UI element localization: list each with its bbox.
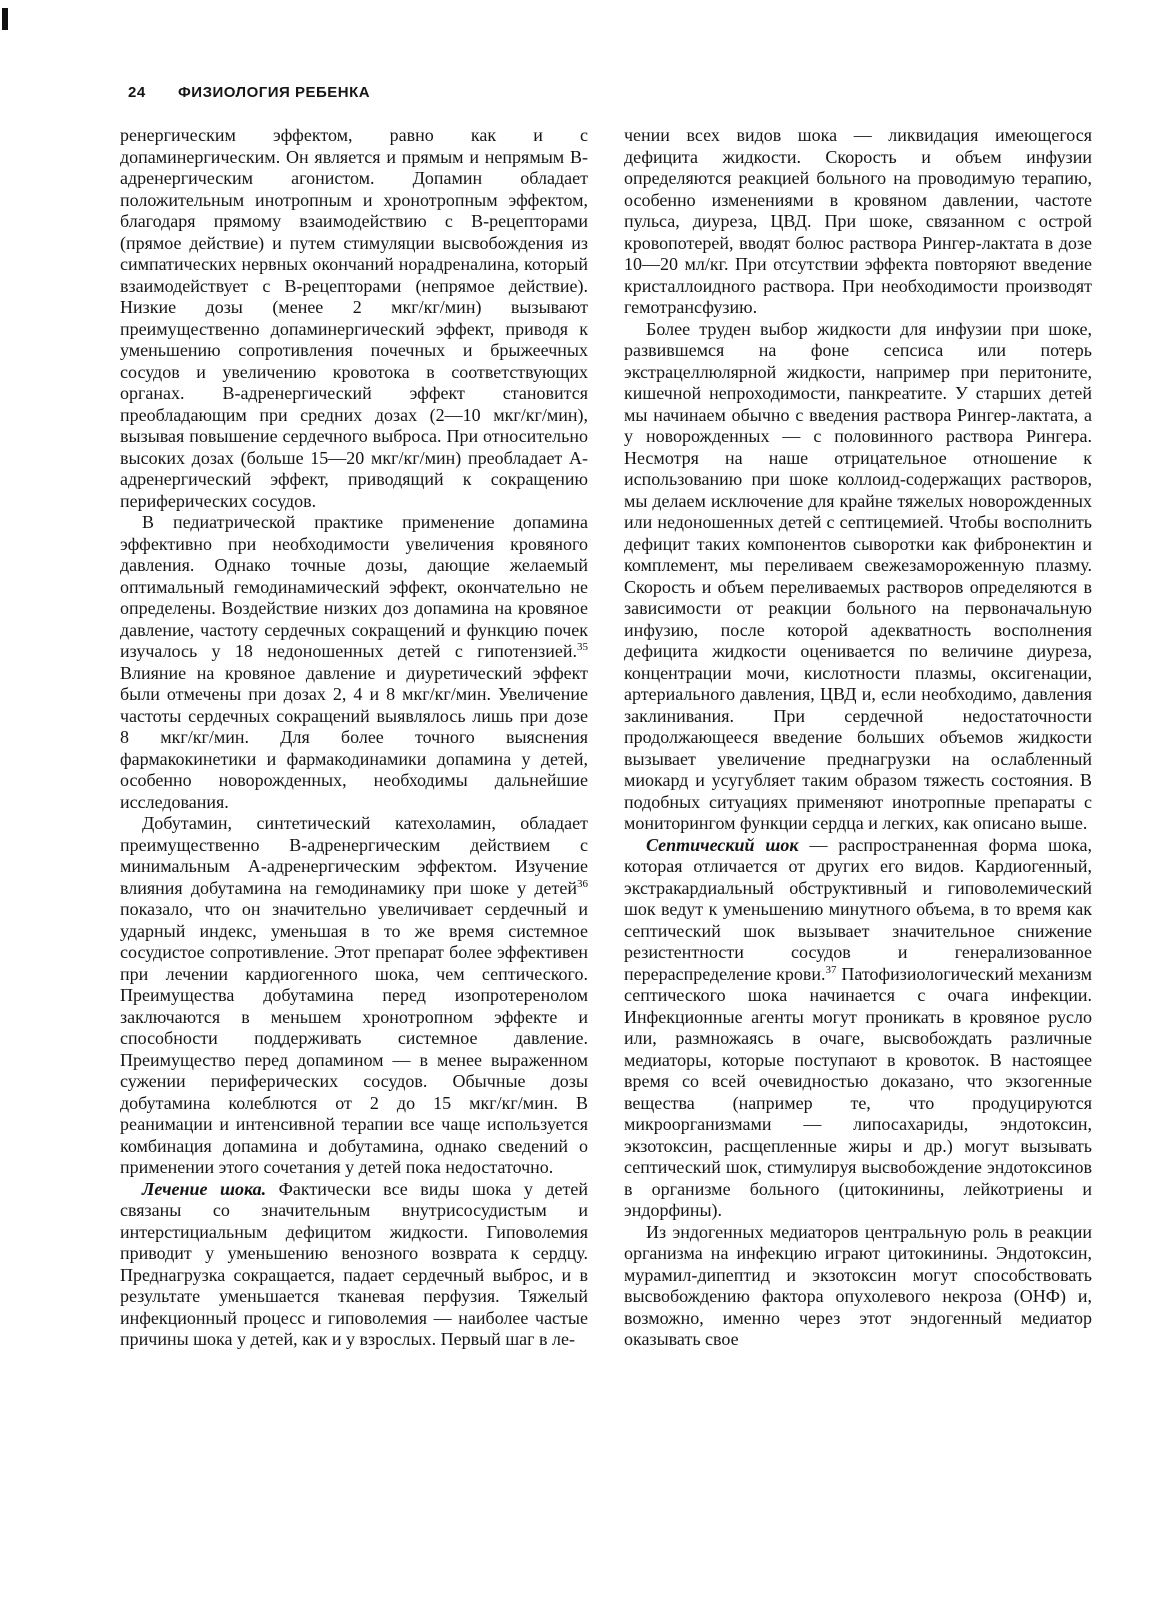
paragraph-fluid-choice: Более труден выбор жидкости для инфузии при шоке, развившемся на фоне сепсиса или потерь экстрацеллюлярной жидкости, например при перитоните, кишечной непроходимости, панкреатите. У старших детей мы начинаем обычно с введения раствора Рингер-лактата, а у новорожденных — с половинного раствора Рингера. Несмотря на наше отрицательное отношение к использованию при шоке коллоид-содержащих растворов, мы делаем исключение для крайне тяжелых новорожденных или недоношенных детей с септицемией. Чтобы восполнить дефицит таких компонентов сыворотки как фибронектин и комплемент, мы переливаем свежезамороженную плазму. Скорость и объем переливаемых растворов определяются в зависимости от реакции больного на первоначальную инфузию, после которой адекватность восполнения дефицита жидкости оценивается по величине диуреза, концентрации мочи, кислотности плазмы, оксигенации, артериального давления, ЦВД и, если необходимо, давления заклинивания. При сердечной недостаточности продолжающееся введение больших объемов жидкости вызывает увеличение преднагрузки на ослабленный миокард и усугубляет таким образом тяжесть состояния. В подобных ситуациях применяют инотропные препараты с мониторингом функции сердца и легких, как описано выше.	[624, 318, 1092, 833]
right-column	[624, 125, 1092, 1351]
scan-edge-mark	[2, 8, 8, 30]
left-column	[120, 125, 588, 1351]
paragraph-dopamine-effects: ренергическим эффектом, равно как и с допаминергическим. Он является и прямым и непрямым В-адренергическим агонистом. Допамин обладает положительным инотропным и хронотропным эффектом, благодаря прямому взаимодействию с В-рецепторами (прямое действие) и путем стимуляции высвобождения из симпатических нервных окончаний норадреналина, который взаимодействует с В-рецепторами (непрямое действие). Низкие дозы (менее 2 мкг/кг/мин) вызывают преимущественно допаминергический эффект, приводя к уменьшению сопротивления почечных и брыжеечных сосудов и увеличению кровотока в соответствующих органах. В-адренергический эффект становится преобладающим при средних дозах (2—10 мкг/кг/мин), вызывая повышение сердечного выброса. При относительно высоких дозах (больше 15—20 мкг/кг/мин) преобладает А-адренергический эффект, приводящий к сокращению периферических сосудов.	[120, 125, 588, 511]
paragraph-text: Фактически все виды шока у детей связаны со значительным внутрисосудистым и интерстициальным дефицитом жидкости. Гиповолемия приводит у уменьшению венозного возврата к сердцу. Преднагрузка сокращается, падает сердечный выброс, и в результате уменьшается тканевая перфузия. Тяжелый инфекционный процесс и гиповолемия — наиболее частые причины шока у детей, как и у взрослых. Первый шаг в ле-	[120, 1178, 588, 1349]
paragraph-text: В педиатрической практике применение допамина эффективно при необходимости увеличения кровяного давления. Однако точные дозы, дающие желаемый оптимальный гемодинамический эффект, окончательно не определены. Воздействие низких доз допамина на кровяное давление, частоту сердечных сокращений и функцию почек изучалось у 18 недоношенных детей с гипотензией.	[120, 512, 588, 661]
paragraph-endogenous-mediators: Из эндогенных медиаторов центральную роль в реакции организма на инфекцию играют цитокинины. Эндотоксин, мурамил-дипептид и экзотоксин могут способствовать высвобождению фактора опухолевого некроза (ОНФ) и, возможно, именно через этот эндогенный медиатор оказывать свое	[624, 1221, 1092, 1349]
paragraph-fluid-deficit: чении всех видов шока — ликвидация имеющегося дефицита жидкости. Скорость и объем инфузии определяются реакцией больного на проводимую терапию, особенно изменениями в кровяном давлении, частоте пульса, диуреза, ЦВД. При шоке, связанном с острой кровопотерей, вводят болюс раствора Рингер-лактата в дозе 10—20 мл/кг. При отсутствии эффекта повторяют введение кристаллоидного раствора. При необходимости производят гемотрансфузию.	[624, 125, 1092, 317]
paragraph-text: Влияние на кровяное давление и диуретический эффект были отмечены при дозах 2, 4 и 8 мкг/кг/мин. Увеличение частоты сердечных сокращений выявлялось лишь при дозе 8 мкг/кг/мин. Для более точного выяснения фармакокинетики и фармакодинамики допамина у детей, особенно новорожденных, необходимы дальнейшие исследования.	[120, 662, 588, 812]
running-title: ФИЗИОЛОГИЯ РЕБЕНКА	[178, 84, 371, 101]
running-head	[128, 84, 370, 101]
page-number: 24	[128, 84, 146, 101]
paragraph-dopamine-pediatrics	[120, 512, 588, 813]
paragraph-text: Добутамин, синтетический катехоламин, обладает преимущественно В-адренергическим действием с минимальным А-адренергическим эффектом. Изучение влияния добутамина на гемодинамику при шоке у детей	[120, 813, 588, 898]
paragraph-text: — распространенная форма шока, которая отличается от других его видов. Кардиогенный, экстракардиальный обструктивный и гиповолемический шок ведут к уменьшению минутного объема, в то время как септический шок вызывает значительное снижение резистентности сосудов и генерализованное перераспределение крови.	[624, 834, 1093, 984]
section-heading-septic-shock: Септический шок	[646, 834, 799, 855]
paragraph-septic-shock	[624, 835, 1092, 1222]
paragraph-shock-treatment	[120, 1179, 588, 1351]
reference-marker: 35	[577, 641, 588, 653]
reference-marker: 37	[825, 963, 837, 976]
reference-marker: 36	[577, 877, 588, 890]
section-heading-shock-treatment: Лечение шока.	[142, 1178, 267, 1199]
paragraph-text: показало, что он значительно увеличивает сердечный и ударный индекс, уменьшая в то же время системное сосудистое сопротивление. Этот препарат более эффективен при лечении кардиогенного шока, чем септического. Преимущества добутамина перед изопротеренолом заключаются в меньшем хронотропном эффекте и способности поддерживать системное давление. Преимущество перед допамином — в менее выраженном сужении периферических сосудов. Обычные дозы добутамина колеблются от 2 до 15 мкг/кг/мин. В реанимации и интенсивной терапии все чаще используется комбинация допамина и добутамина, однако сведений о применении этого сочетания у детей пока недостаточно.	[120, 899, 588, 1177]
paragraph-dobutamine	[120, 813, 588, 1179]
paragraph-text: Патофизиологический механизм септического шока начинается с очага инфекции. Инфекционные агенты могут проникать в кровяное русло или, размножаясь в очаге, высвобождать различные медиаторы, которые поступают в кровоток. В настоящее время со всей очевидностью доказано, что экзогенные вещества (например те, что продуцируются микроорганизмами — липосахариды, эндотоксин, экзотоксин, расщепленные жиры и др.) могут вызывать септический шок, стимулируя высвобождение эндотоксинов в организме больного (цитокинины, лейкотриены и эндорфины).	[624, 963, 1092, 1220]
